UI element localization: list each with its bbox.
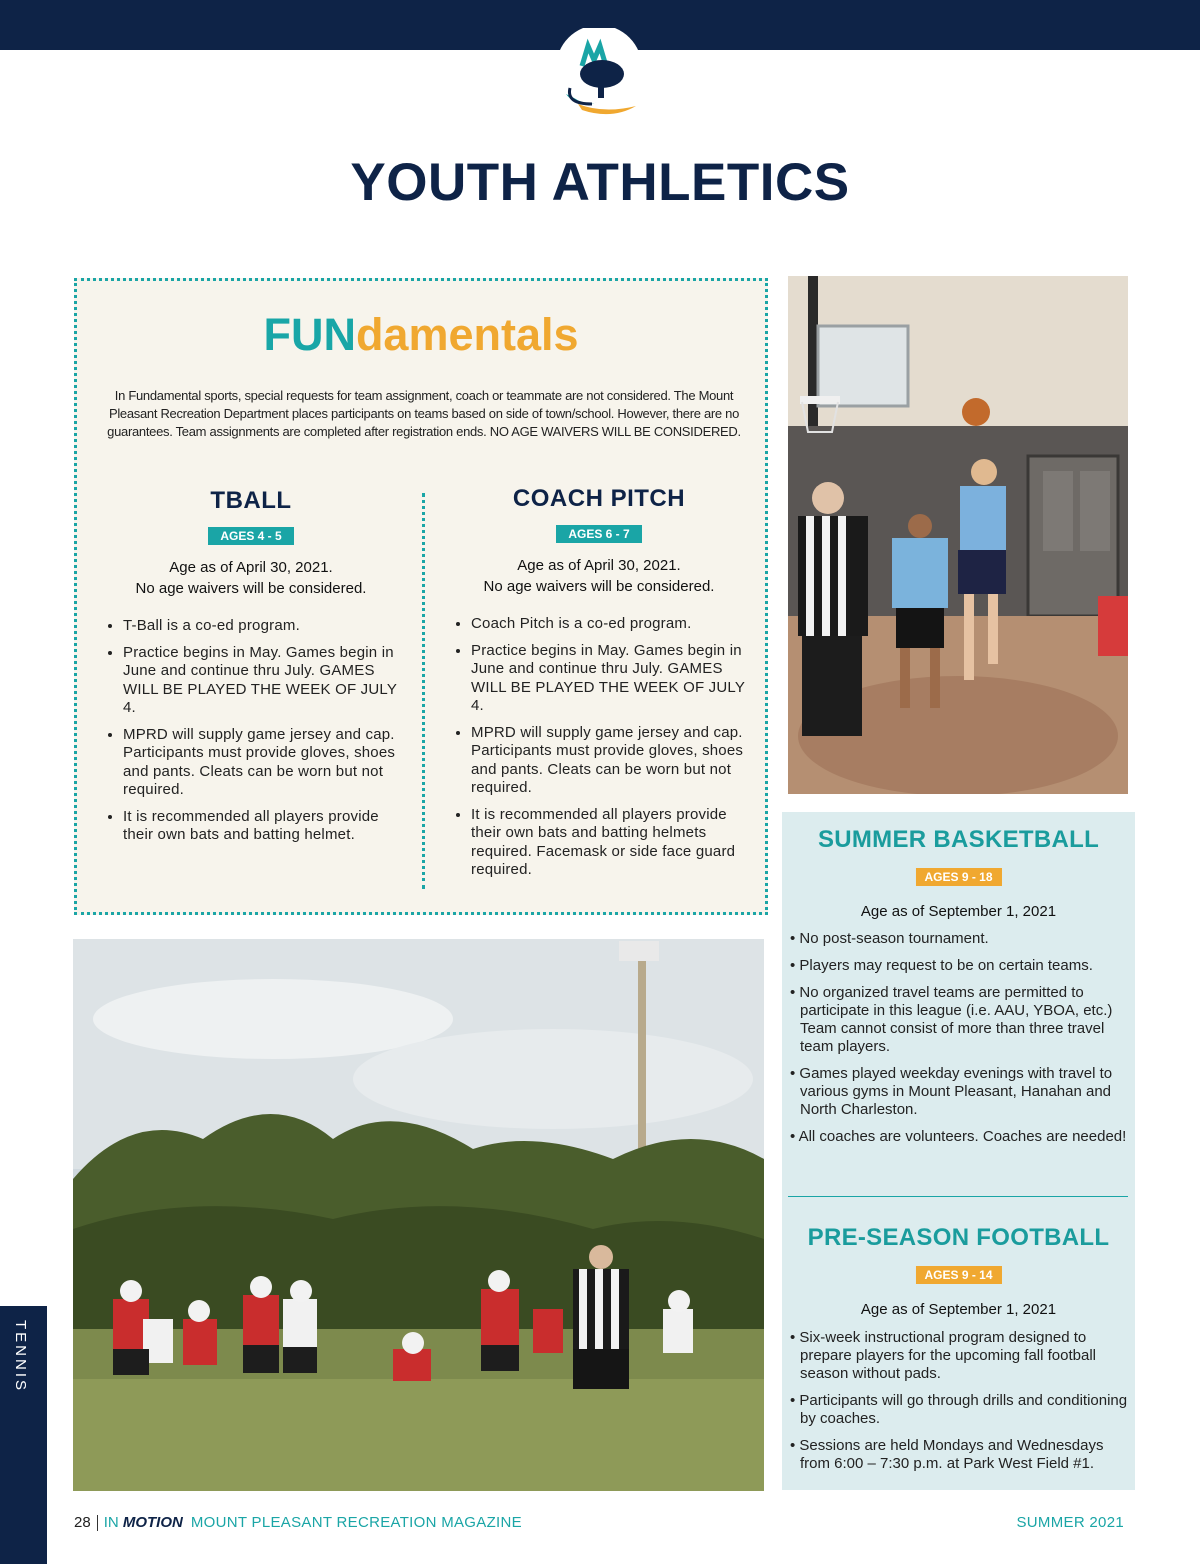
fundamentals-intro: In Fundamental sports, special requests for team assignment, coach or teammate are not considered. The Mount Pleasant Recreation Department places participants on teams based on side of town/school. However, there are no guarantees. Team assignments are completed after registration ends. NO AGE WAIVERS WILL BE CONSIDERED.	[107, 388, 741, 439]
section-tab[interactable]	[0, 1306, 47, 1564]
coach-pitch-age-note	[449, 555, 749, 597]
in-label: IN	[103, 1514, 119, 1531]
preseason-football-title: PRE-SEASON FOOTBALL	[807, 1224, 1110, 1251]
list-item: • No organized travel teams are permitted to participate in this league (i.e. AAU, YBOA, etc.) Team cannot consist of more than three travel team players.	[790, 984, 1130, 1056]
footer-left	[74, 1514, 522, 1531]
list-item: • MPRD will supply game jersey and cap. Participants must provide gloves, shoes and pants. Cleats can be worn but not required.	[123, 726, 401, 800]
fundamentals-panel	[74, 278, 768, 915]
tball-list	[101, 617, 401, 845]
section-tab-label: TENNIS	[12, 1320, 29, 1394]
preseason-football-age-note: Age as of September 1, 2021	[860, 1301, 1057, 1318]
footer-divider	[97, 1515, 98, 1531]
summer-basketball-title: SUMMER BASKETBALL	[817, 826, 1100, 853]
tball-title: TBALL	[210, 487, 292, 514]
sports-info-panel	[782, 812, 1135, 1490]
column-divider	[422, 493, 425, 889]
list-item: • MPRD will supply game jersey and cap. Participants must provide gloves, shoes and pants. Cleats can be worn but not required.	[471, 724, 749, 798]
list-item: • Practice begins in May. Games begin in June and continue thru July. GAMES WILL BE PLAYED THE WEEK OF JULY 4.	[471, 642, 749, 716]
list-item: • No post-season tournament.	[790, 930, 1130, 948]
list-item: • It is recommended all players provide their own bats and batting helmets required. Facemask or side face guard required.	[471, 806, 749, 880]
preseason-football-ages-badge: AGES 9 - 14	[915, 1266, 1001, 1284]
summer-basketball-list	[790, 930, 1130, 1155]
preseason-football-list	[790, 1329, 1130, 1482]
magazine-name: MOUNT PLEASANT RECREATION MAGAZINE	[190, 1514, 522, 1531]
tball-ages-badge: AGES 4 - 5	[208, 527, 293, 545]
list-item: • Sessions are held Mondays and Wednesdays from 6:00 – 7:30 p.m. at Park West Field #1.	[790, 1437, 1130, 1473]
coach-pitch-age-note-line2: No age waivers will be considered.	[483, 578, 715, 595]
tball-age-note-line2: No age waivers will be considered.	[135, 580, 367, 597]
coach-pitch-age-note-line1: Age as of April 30, 2021.	[517, 557, 681, 574]
coach-pitch-column	[449, 485, 749, 888]
list-item: • Players may request to be on certain teams.	[790, 957, 1130, 975]
list-item: • Participants will go through drills and conditioning by coaches.	[790, 1392, 1130, 1428]
basketball-jump-ball-photo	[788, 276, 1128, 794]
list-item: • It is recommended all players provide their own bats and batting helmet.	[123, 808, 401, 845]
tball-column	[101, 487, 401, 853]
youth-football-game-photo	[73, 939, 764, 1491]
coach-pitch-ages-badge: AGES 6 - 7	[556, 525, 641, 543]
issue-label: SUMMER 2021	[1016, 1514, 1124, 1531]
motion-label: MOTION	[122, 1514, 183, 1531]
tball-age-note	[101, 557, 401, 599]
summer-basketball-age-note: Age as of September 1, 2021	[860, 903, 1057, 920]
coach-pitch-title: COACH PITCH	[512, 485, 686, 512]
page-title: YOUTH ATHLETICS	[350, 153, 850, 212]
page-number: 28	[74, 1514, 91, 1531]
list-item: • Coach Pitch is a co-ed program.	[471, 615, 749, 634]
list-item: • T-Ball is a co-ed program.	[123, 617, 401, 636]
fundamentals-title	[77, 309, 765, 361]
mount-pleasant-recreation-logo	[552, 28, 646, 118]
section-divider	[788, 1196, 1128, 1197]
list-item: • Games played weekday evenings with travel to various gyms in Mount Pleasant, Hanahan and North Charleston.	[790, 1065, 1130, 1119]
tball-age-note-line1: Age as of April 30, 2021.	[169, 559, 333, 576]
list-item: • Practice begins in May. Games begin in June and continue thru July. GAMES WILL BE PLAYED THE WEEK OF JULY 4.	[123, 644, 401, 718]
list-item: • All coaches are volunteers. Coaches are needed!	[790, 1128, 1130, 1146]
summer-basketball-ages-badge: AGES 9 - 18	[915, 868, 1001, 886]
fundamentals-title-fun: FUN	[263, 309, 356, 360]
fundamentals-title-rest: damentals	[355, 309, 579, 360]
list-item: • Six-week instructional program designed to prepare players for the upcoming fall football season without pads.	[790, 1329, 1130, 1383]
coach-pitch-list	[449, 615, 749, 880]
